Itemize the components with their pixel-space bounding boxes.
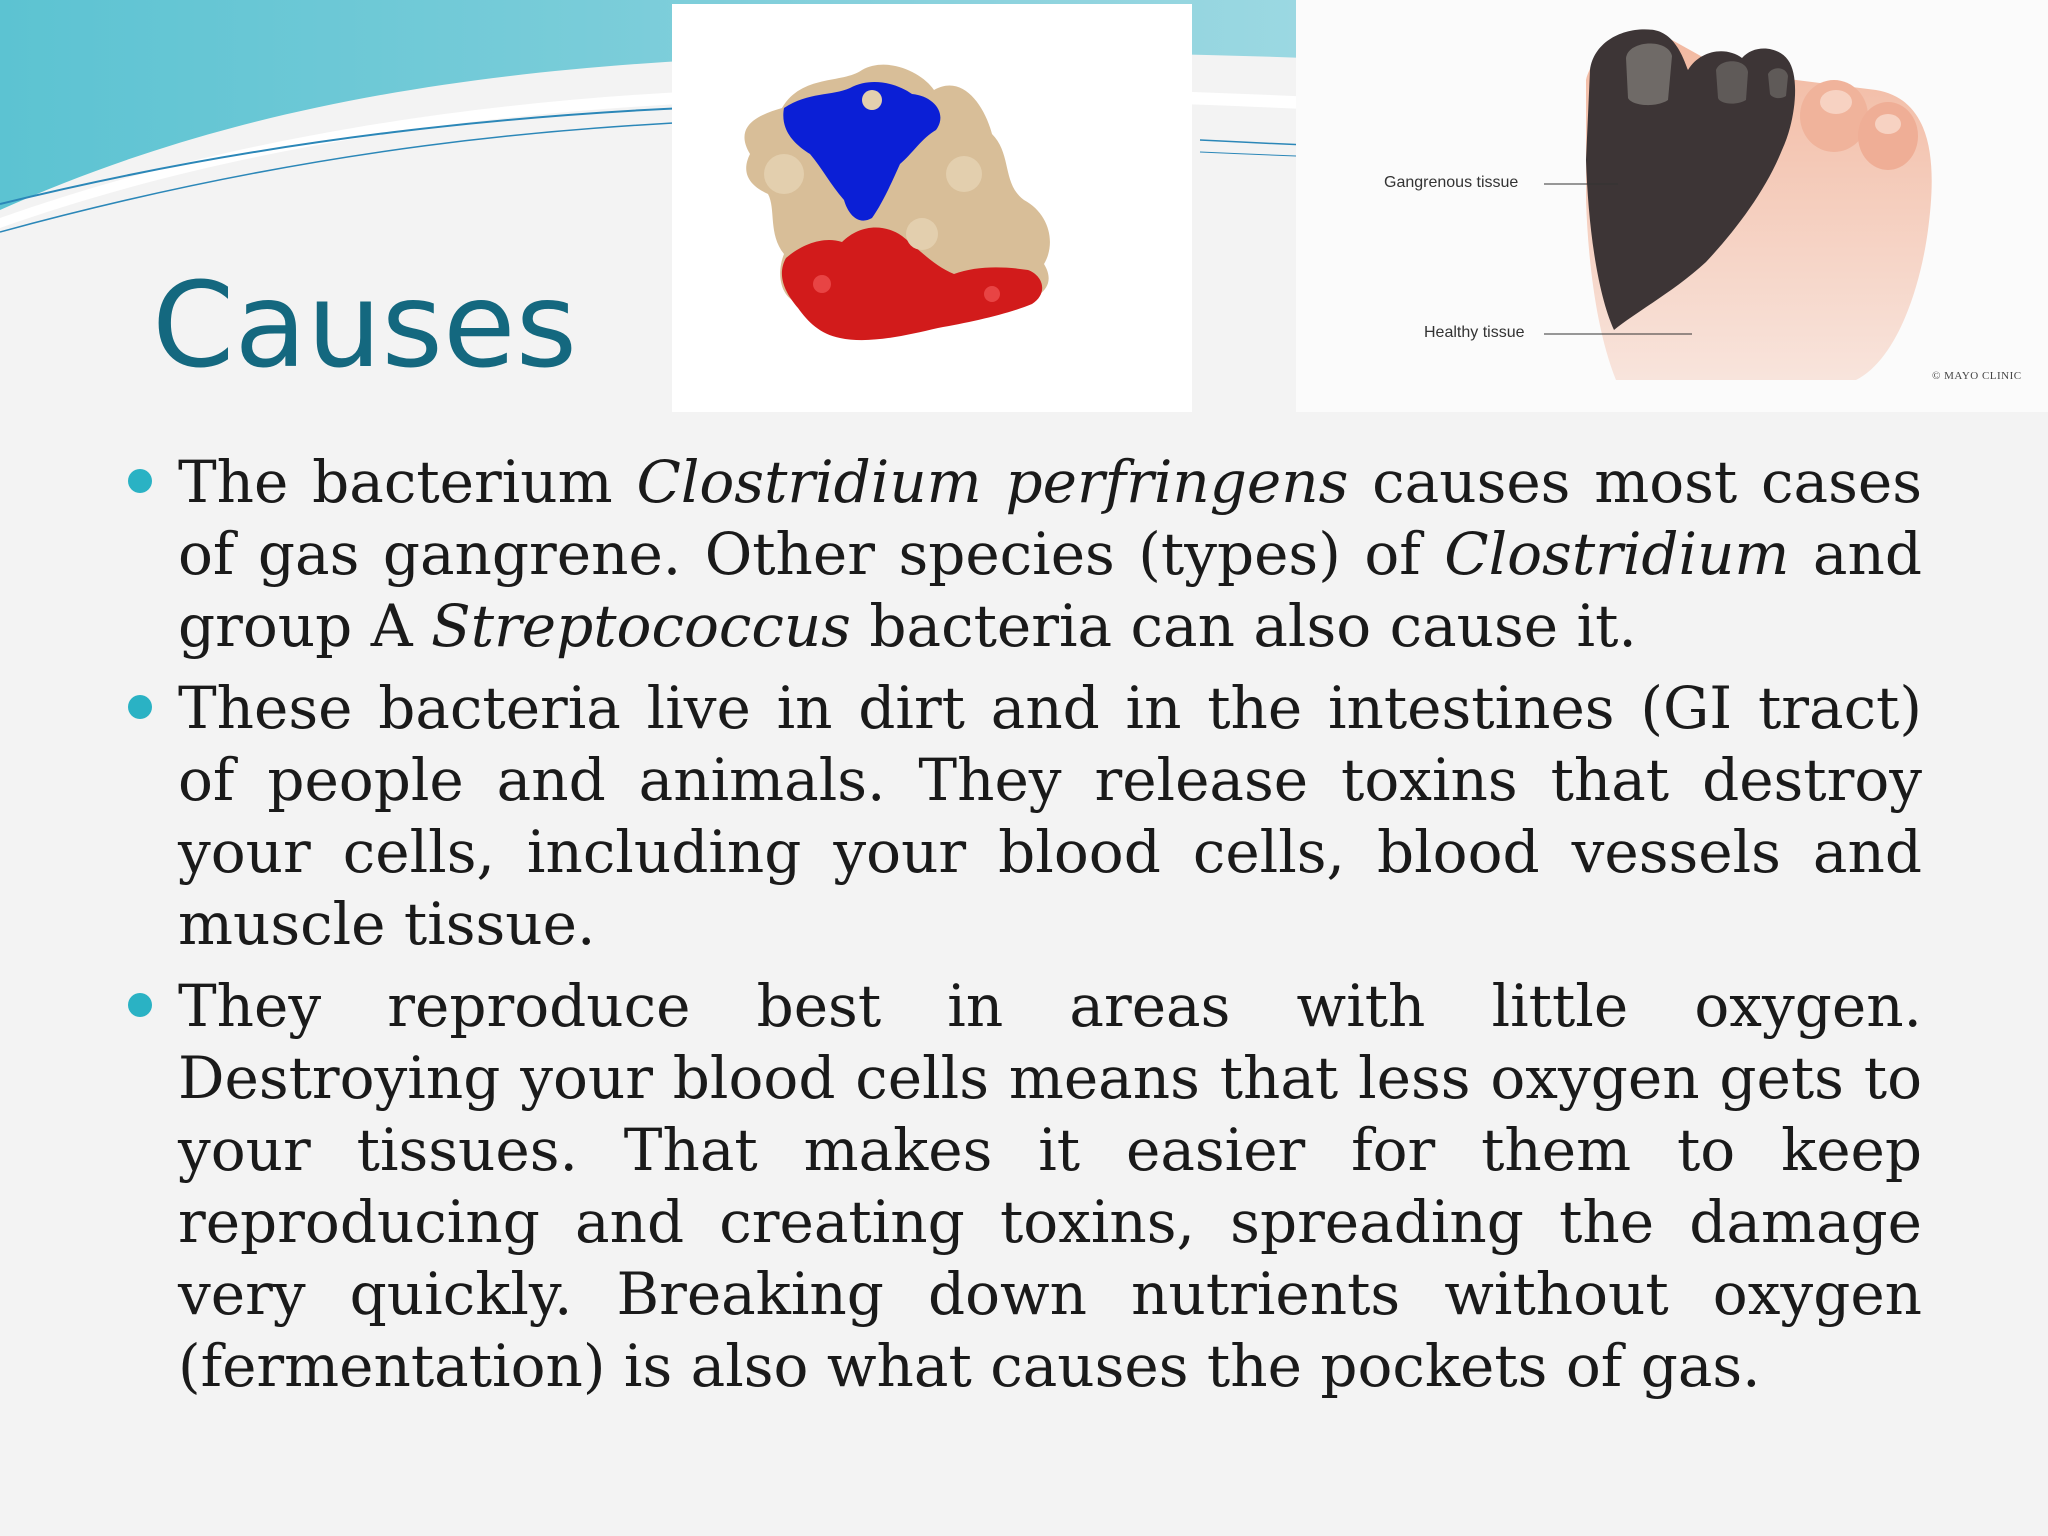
gangrenous-tissue-label: Gangrenous tissue	[1384, 174, 1519, 191]
slide-title: Causes	[152, 256, 578, 394]
text-run: bacteria can also cause it.	[850, 592, 1637, 660]
bullet-list	[126, 446, 1922, 1412]
protein-image	[672, 4, 1192, 412]
text-run: and group A	[178, 520, 1922, 660]
bullet-item	[126, 970, 1922, 1402]
bullet-item	[126, 446, 1922, 662]
bullet-text	[178, 970, 1922, 1402]
bullet-text	[178, 446, 1922, 662]
text-run: causes most cases of gas gangrene. Other species (types) of	[178, 448, 1922, 588]
foot-image	[1296, 0, 2048, 412]
italic-term: Clostridium perfringens	[636, 448, 1349, 516]
bullet-dot-icon	[128, 993, 152, 1017]
text-run: These bacteria live in dirt and in the intestines (GI tract) of people and animals. They release toxins that destroy your cells, including your blood cells, blood vessels and muscle tissue.	[178, 674, 1922, 958]
mayo-clinic-credit: © MAYO CLINIC	[1932, 370, 2022, 382]
text-run: They reproduce best in areas with little oxygen. Destroying your blood cells means that less oxygen gets to your tissues. That makes it easier for them to keep reproducing and creating toxins, spreading the damage very quickly. Breaking down nutrients without oxygen (fermentation) is also what causes the pockets of gas.	[178, 972, 1922, 1400]
bullet-dot-icon	[128, 695, 152, 719]
text-run: The bacterium	[178, 448, 637, 516]
bullet-item	[126, 672, 1922, 960]
healthy-tissue-label: Healthy tissue	[1424, 324, 1525, 341]
italic-term: Streptococcus	[431, 592, 851, 660]
gangrene-foot-illustration	[1296, 0, 2048, 412]
bullet-dot-icon	[128, 469, 152, 493]
protein-structure-illustration	[672, 4, 1192, 412]
bullet-text	[178, 672, 1922, 960]
italic-term: Clostridium	[1444, 520, 1790, 588]
